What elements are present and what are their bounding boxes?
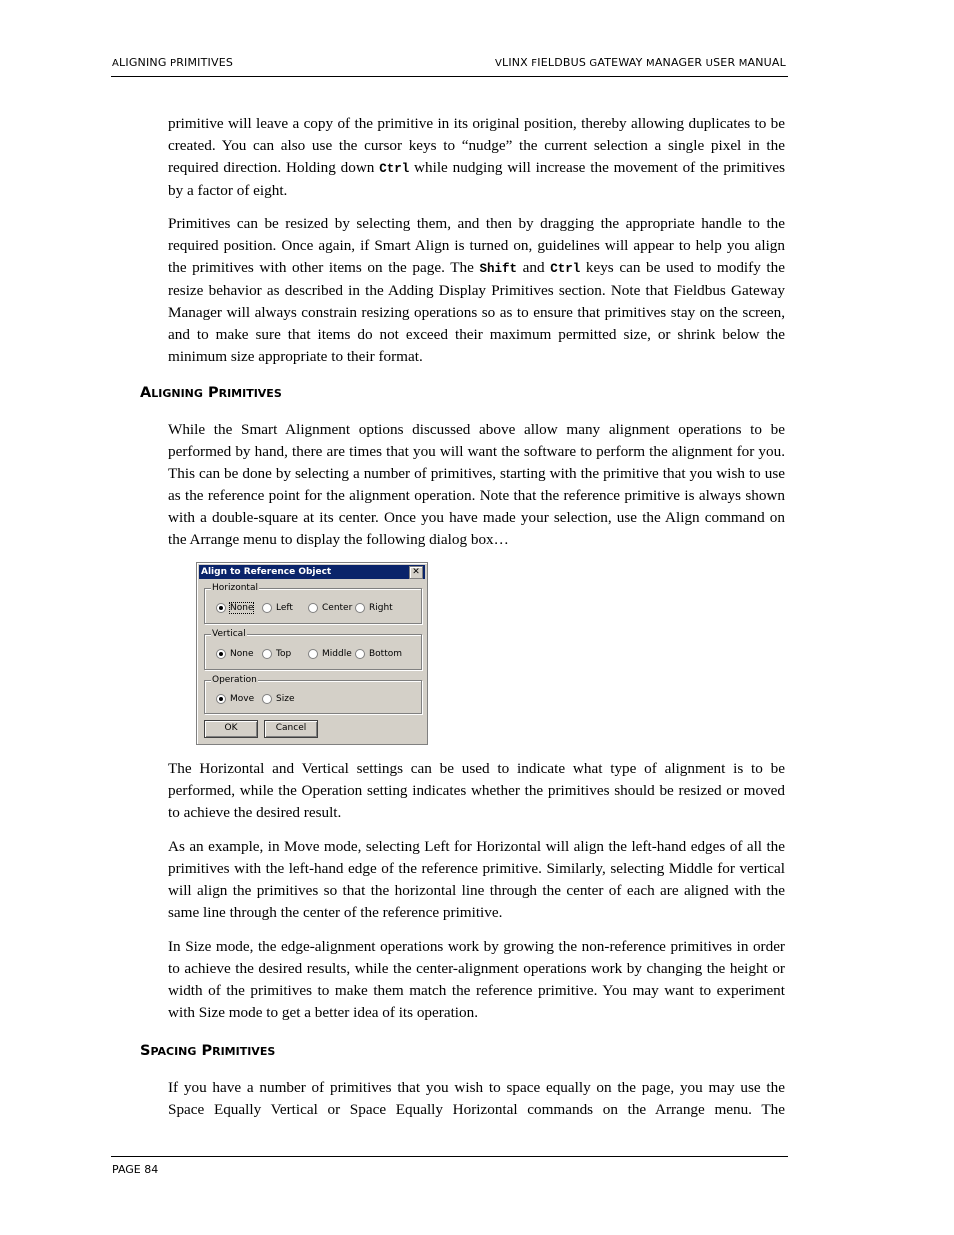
para5-text: As an example, in Move mode, selecting Left for Horizontal will align the left-hand edges of all the primitives with the left-hand edge of the reference primitive. Similarly, selecting Middle for vertical will align the primitives so that the horizontal line through the center of each are aligned with the same line through the center of the reference primitive.	[168, 838, 785, 921]
para6-text: In Size mode, the edge-alignment operations work by growing the non-reference primitives in order to achieve the desired results, while the center-alignment operations work by changing the height or width of the primitives to make them match the reference primitive. You may want to experiment with Size mode to get a better idea of its operation.	[168, 938, 785, 1021]
page-number	[112, 1163, 158, 1176]
heading1-text: ALIGNING PRIMITIVES	[140, 385, 282, 401]
dialog-title: Align to Reference Object	[201, 567, 332, 577]
paragraph-move-example	[168, 836, 785, 924]
para7-text: If you have a number of primitives that you wish to space equally on the page, you may use the Space Equally Vertical or Space Equally Horizontal commands on the Arrange menu. The	[168, 1079, 785, 1118]
radio-icon	[308, 649, 318, 659]
align-dialog	[196, 562, 428, 745]
header-rule	[111, 76, 788, 77]
header-right-text: VLINX FIELDBUS GATEWAY MANAGER USER MANUAL	[494, 56, 786, 69]
close-icon[interactable]: ✕	[409, 566, 423, 579]
radio-selected-icon	[216, 649, 226, 659]
radio-vertical-middle[interactable]	[308, 649, 352, 659]
radio-label: None	[230, 603, 254, 613]
para1-text-a: primitive will leave a copy of the primitive in its original position, thereby allowing duplicates to be created. You can also use the cursor keys to “nudge” the current selection a single pixel in the required direction. Holding down	[168, 115, 785, 176]
vertical-group	[204, 629, 422, 670]
radio-label: Top	[276, 649, 292, 659]
radio-label: Size	[276, 694, 295, 704]
radio-vertical-none[interactable]	[216, 649, 253, 659]
shift-key: Shift	[479, 262, 518, 276]
radio-operation-size[interactable]	[262, 694, 294, 704]
radio-icon	[262, 694, 272, 704]
radio-label: Move	[230, 694, 255, 704]
radio-label: Right	[369, 603, 393, 613]
radio-icon	[262, 603, 272, 613]
paragraph-resize	[168, 213, 785, 368]
cancel-button[interactable]: Cancel	[264, 720, 318, 738]
footer-text: PAGE 84	[112, 1163, 159, 1176]
radio-label: None	[230, 649, 254, 659]
section-heading-aligning	[140, 385, 282, 401]
radio-icon	[308, 603, 318, 613]
paragraph-aligning	[168, 419, 785, 551]
radio-selected-icon	[216, 694, 226, 704]
para4-text: The Horizontal and Vertical settings can be used to indicate what type of alignment is to be performed, while the Operation setting indicates whether the primitives should be resized or moved to achieve the desired result.	[168, 760, 785, 821]
running-header-left	[112, 56, 233, 69]
radio-horizontal-right[interactable]	[355, 603, 393, 613]
radio-horizontal-left[interactable]	[262, 603, 293, 613]
header-left-text: ALIGNING PRIMITIVES	[112, 56, 234, 69]
paragraph-settings	[168, 758, 785, 824]
radio-label: Center	[322, 603, 353, 613]
paragraph-spacing	[168, 1077, 785, 1121]
section-heading-spacing	[140, 1043, 275, 1059]
radio-vertical-top[interactable]	[262, 649, 291, 659]
dialog-title-bar	[199, 565, 425, 579]
para2-text-b: keys can be used to modify the resize behavior as described in the Adding Display Primitives section. Note that Fieldbus Gateway Manager will always constrain resizing operations so as to ensure that primitives stay on the screen, and to make sure that items do not exceed their maximum permitted size, or shrink below the minimum size appropriate to their format.	[168, 259, 785, 365]
radio-label: Left	[276, 603, 293, 613]
paragraph-continued	[168, 113, 785, 202]
radio-horizontal-center[interactable]	[308, 603, 352, 613]
ok-button[interactable]: OK	[204, 720, 258, 738]
para3-text: While the Smart Alignment options discussed above allow many alignment operations to be performed by hand, there are times that you will want the software to perform the alignment for you. This can be done by selecting a number of primitives, starting with the primitive that you wish to use as the reference point for the alignment operation. Note that the reference primitive is always shown with a double-square at its center. Once you have made your selection, use the Align command on the Arrange menu to display the following dialog box…	[168, 421, 785, 548]
radio-horizontal-none[interactable]	[216, 603, 253, 613]
para2-text-mid: and	[517, 259, 551, 276]
radio-label: Bottom	[369, 649, 403, 659]
radio-selected-icon	[216, 603, 226, 613]
radio-vertical-bottom[interactable]	[355, 649, 402, 659]
vertical-label: Vertical	[212, 629, 246, 639]
para1-text-b: while nudging will increase the movement of the primitives by a factor of eight.	[168, 159, 786, 199]
radio-icon	[355, 649, 365, 659]
para2-text-a: Primitives can be resized by selecting them, and then by dragging the appropriate handle to the required position. Once again, if Smart Align is turned on, guidelines will appear to help you align the primitives with other items on the page. The	[168, 215, 785, 276]
horizontal-group	[204, 583, 422, 624]
radio-operation-move[interactable]	[216, 694, 254, 704]
paragraph-size-mode	[168, 936, 785, 1024]
ctrl-key-2: Ctrl	[550, 262, 581, 276]
horizontal-label: Horizontal	[212, 583, 258, 593]
running-header-right	[495, 56, 786, 69]
heading2-text: SPACING PRIMITIVES	[140, 1043, 276, 1059]
ctrl-key: Ctrl	[379, 162, 410, 176]
operation-group	[204, 675, 422, 714]
operation-label: Operation	[212, 675, 257, 685]
radio-label: Middle	[322, 649, 352, 659]
radio-icon	[355, 603, 365, 613]
radio-icon	[262, 649, 272, 659]
footer-rule	[111, 1156, 788, 1157]
